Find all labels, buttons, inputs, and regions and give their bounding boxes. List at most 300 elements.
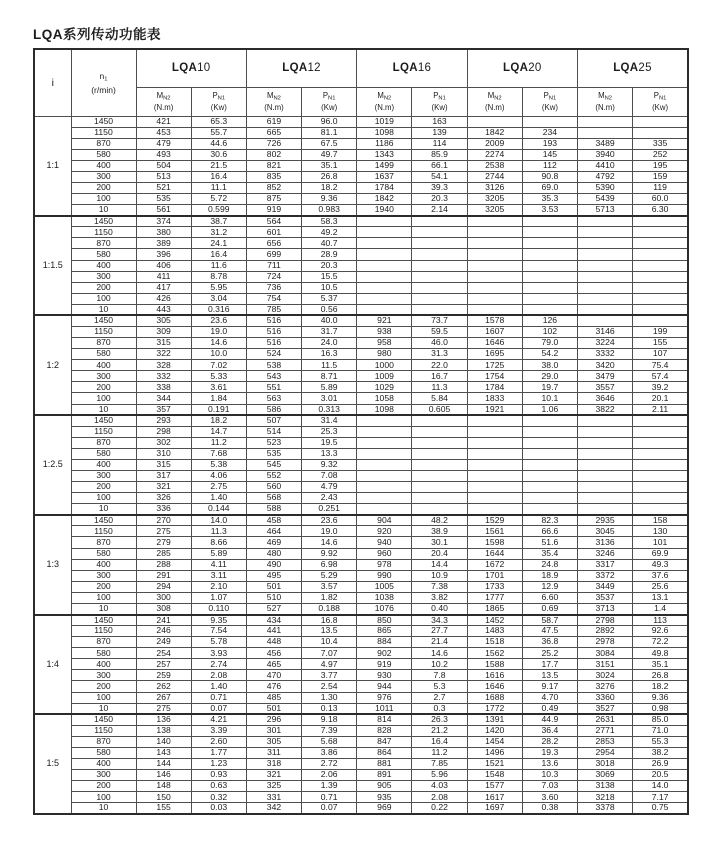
torque-value <box>578 127 633 138</box>
power-value: 102 <box>522 326 577 337</box>
power-value: 51.6 <box>522 537 577 548</box>
power-value: 4.06 <box>191 471 246 482</box>
power-value: 6.60 <box>522 592 577 603</box>
torque-value: 3822 <box>578 404 633 415</box>
data-row <box>34 338 688 349</box>
torque-value: 1562 <box>467 648 522 659</box>
data-row <box>34 471 688 482</box>
power-value: 92.6 <box>633 626 688 637</box>
power-value: 36.4 <box>522 725 577 736</box>
power-value: 6.98 <box>302 559 357 570</box>
data-row <box>34 448 688 459</box>
power-value: 17.7 <box>522 659 577 670</box>
data-row <box>34 515 688 526</box>
power-value: 1.4 <box>633 603 688 614</box>
torque-value: 3126 <box>467 182 522 193</box>
data-row <box>34 736 688 747</box>
torque-value: 561 <box>136 205 191 216</box>
power-value: 13.5 <box>302 626 357 637</box>
speed-cell: 300 <box>71 770 136 781</box>
ratio-cell: 1:1.5 <box>34 216 71 316</box>
ratio-cell: 1:5 <box>34 714 71 814</box>
power-value: 18.2 <box>633 681 688 692</box>
power-value: 0.188 <box>302 603 357 614</box>
speed-cell: 870 <box>71 338 136 349</box>
power-value: 24.1 <box>191 238 246 249</box>
torque-value: 543 <box>246 371 301 382</box>
data-row <box>34 781 688 792</box>
torque-value: 976 <box>357 692 412 703</box>
power-value <box>412 415 467 426</box>
power-value: 3.86 <box>302 747 357 758</box>
power-value: 16.8 <box>302 615 357 626</box>
power-value: 5.89 <box>302 382 357 393</box>
torque-value: 458 <box>246 515 301 526</box>
torque-value: 259 <box>136 670 191 681</box>
data-row <box>34 393 688 404</box>
torque-value: 3246 <box>578 548 633 559</box>
power-value <box>633 238 688 249</box>
power-value <box>522 227 577 238</box>
speed-cell: 1450 <box>71 216 136 227</box>
power-value: 0.13 <box>302 703 357 714</box>
power-value: 9.18 <box>302 714 357 725</box>
power-value: 49.8 <box>633 648 688 659</box>
torque-value: 2009 <box>467 138 522 149</box>
power-value: 5.89 <box>191 548 246 559</box>
torque-value: 1588 <box>467 659 522 670</box>
speed-cell: 100 <box>71 692 136 703</box>
torque-value: 3378 <box>578 803 633 814</box>
power-value: 14.7 <box>191 426 246 437</box>
power-value: 7.54 <box>191 626 246 637</box>
torque-value: 2954 <box>578 747 633 758</box>
power-value: 0.144 <box>191 504 246 515</box>
power-value <box>522 260 577 271</box>
power-value: 0.3 <box>412 703 467 714</box>
power-value: 11.3 <box>191 526 246 537</box>
power-value: 22.0 <box>412 360 467 371</box>
power-value: 2.06 <box>302 770 357 781</box>
data-row <box>34 570 688 581</box>
power-value: 11.5 <box>302 360 357 371</box>
power-value: 9.35 <box>191 615 246 626</box>
speed-cell: 100 <box>71 194 136 205</box>
data-row <box>34 304 688 315</box>
power-value <box>522 415 577 426</box>
torque-value: 3276 <box>578 681 633 692</box>
model-header-lqa20: LQA20 <box>467 49 577 87</box>
data-row <box>34 238 688 249</box>
torque-value: 535 <box>246 448 301 459</box>
power-value <box>522 437 577 448</box>
power-value: 139 <box>412 127 467 138</box>
power-value: 159 <box>633 171 688 182</box>
torque-value: 146 <box>136 770 191 781</box>
torque-value: 1483 <box>467 626 522 637</box>
power-value: 1.77 <box>191 747 246 758</box>
torque-value: 1452 <box>467 615 522 626</box>
speed-cell: 1450 <box>71 415 136 426</box>
power-value <box>522 304 577 315</box>
torque-value: 1697 <box>467 803 522 814</box>
torque-value: 850 <box>357 615 412 626</box>
power-header: PN1 (Kw) <box>302 87 357 116</box>
torque-value <box>357 426 412 437</box>
power-unit: (Kw) <box>541 103 558 113</box>
power-value: 38.9 <box>412 526 467 537</box>
torque-value: 802 <box>246 149 301 160</box>
torque-value: 332 <box>136 371 191 382</box>
speed-cell: 1150 <box>71 725 136 736</box>
power-value <box>522 426 577 437</box>
torque-value: 448 <box>246 637 301 648</box>
power-value: 0.38 <box>522 803 577 814</box>
torque-value: 1607 <box>467 326 522 337</box>
power-value: 5.96 <box>412 770 467 781</box>
power-value <box>412 271 467 282</box>
torque-value: 881 <box>357 759 412 770</box>
torque-value: 1842 <box>467 127 522 138</box>
torque-value: 2538 <box>467 160 522 171</box>
torque-value: 1098 <box>357 127 412 138</box>
power-value: 13.6 <box>522 759 577 770</box>
power-value: 18.2 <box>191 415 246 426</box>
torque-value: 434 <box>246 615 301 626</box>
torque-value <box>467 304 522 315</box>
power-value: 1.30 <box>302 692 357 703</box>
speed-cell: 400 <box>71 559 136 570</box>
torque-value: 305 <box>246 736 301 747</box>
speed-cell: 400 <box>71 759 136 770</box>
torque-value: 2853 <box>578 736 633 747</box>
torque-value: 904 <box>357 515 412 526</box>
data-row <box>34 160 688 171</box>
power-value: 0.56 <box>302 304 357 315</box>
power-value: 158 <box>633 515 688 526</box>
torque-value: 521 <box>136 182 191 193</box>
ratio-cell: 1:3 <box>34 515 71 615</box>
torque-value: 3479 <box>578 371 633 382</box>
torque-value: 1701 <box>467 570 522 581</box>
torque-value: 315 <box>136 338 191 349</box>
power-value: 29.0 <box>522 371 577 382</box>
torque-value <box>578 315 633 326</box>
torque-value <box>357 304 412 315</box>
power-value: 145 <box>522 149 577 160</box>
torque-value: 1644 <box>467 548 522 559</box>
data-row <box>34 548 688 559</box>
torque-value: 305 <box>136 315 191 326</box>
torque-value: 1000 <box>357 360 412 371</box>
data-row <box>34 138 688 149</box>
power-value: 5.3 <box>412 681 467 692</box>
data-row <box>34 404 688 415</box>
torque-value <box>467 471 522 482</box>
speed-cell: 100 <box>71 393 136 404</box>
torque-value: 300 <box>136 592 191 603</box>
torque-value: 140 <box>136 736 191 747</box>
data-row <box>34 326 688 337</box>
torque-value: 317 <box>136 471 191 482</box>
power-value: 73.7 <box>412 315 467 326</box>
torque-value: 456 <box>246 648 301 659</box>
power-value: 234 <box>522 127 577 138</box>
torque-value: 3449 <box>578 581 633 592</box>
power-value: 130 <box>633 526 688 537</box>
torque-value: 1777 <box>467 592 522 603</box>
speed-cell: 1450 <box>71 615 136 626</box>
torque-value <box>357 249 412 260</box>
torque-value: 1784 <box>467 382 522 393</box>
power-value: 3.04 <box>191 293 246 304</box>
data-row <box>34 615 688 626</box>
torque-value: 374 <box>136 216 191 227</box>
torque-value: 3218 <box>578 792 633 803</box>
data-row <box>34 559 688 570</box>
power-value: 0.69 <box>522 603 577 614</box>
power-value: 36.8 <box>522 637 577 648</box>
torque-value: 3557 <box>578 382 633 393</box>
torque-value <box>357 459 412 470</box>
power-value: 0.75 <box>633 803 688 814</box>
power-value <box>522 249 577 260</box>
power-value: 14.6 <box>302 537 357 548</box>
power-value <box>412 227 467 238</box>
torque-value <box>357 271 412 282</box>
power-value: 1.07 <box>191 592 246 603</box>
torque-value: 469 <box>246 537 301 548</box>
torque-value <box>578 304 633 315</box>
torque-value: 267 <box>136 692 191 703</box>
torque-value: 257 <box>136 659 191 670</box>
torque-value: 919 <box>246 205 301 216</box>
torque-value: 380 <box>136 227 191 238</box>
data-row <box>34 803 688 814</box>
torque-value <box>467 238 522 249</box>
torque-value: 3332 <box>578 349 633 360</box>
power-value: 163 <box>412 116 467 127</box>
power-value: 10.5 <box>302 282 357 293</box>
power-value: 16.4 <box>191 249 246 260</box>
power-header: PN1 (Kw) <box>191 87 246 116</box>
speed-cell: 1450 <box>71 116 136 127</box>
power-value: 38.2 <box>633 747 688 758</box>
power-value: 3.82 <box>412 592 467 603</box>
torque-value: 754 <box>246 293 301 304</box>
power-value: 38.0 <box>522 360 577 371</box>
torque-value: 513 <box>136 171 191 182</box>
torque-value: 150 <box>136 792 191 803</box>
torque-value: 344 <box>136 393 191 404</box>
torque-value: 1420 <box>467 725 522 736</box>
torque-value: 785 <box>246 304 301 315</box>
torque-value: 279 <box>136 537 191 548</box>
ratio-cell: 1:4 <box>34 615 71 715</box>
torque-value: 564 <box>246 216 301 227</box>
power-value: 1.39 <box>302 781 357 792</box>
power-value <box>633 293 688 304</box>
torque-value: 485 <box>246 692 301 703</box>
torque-value: 331 <box>246 792 301 803</box>
power-value: 20.1 <box>633 393 688 404</box>
power-value: 3.60 <box>522 792 577 803</box>
torque-value: 935 <box>357 792 412 803</box>
torque-value: 919 <box>357 659 412 670</box>
speed-cell: 1450 <box>71 315 136 326</box>
torque-value: 480 <box>246 548 301 559</box>
power-value: 5.68 <box>302 736 357 747</box>
power-value <box>412 249 467 260</box>
power-value: 0.71 <box>191 692 246 703</box>
power-value: 2.08 <box>412 792 467 803</box>
power-value: 199 <box>633 326 688 337</box>
torque-value: 3646 <box>578 393 633 404</box>
torque-value <box>578 459 633 470</box>
speed-cell: 400 <box>71 459 136 470</box>
data-row <box>34 681 688 692</box>
power-value: 3.57 <box>302 581 357 592</box>
power-value: 9.32 <box>302 459 357 470</box>
data-row <box>34 692 688 703</box>
power-value: 11.6 <box>191 260 246 271</box>
torque-value: 510 <box>246 592 301 603</box>
power-value: 2.43 <box>302 493 357 504</box>
power-value: 0.03 <box>191 803 246 814</box>
torque-value: 586 <box>246 404 301 415</box>
speed-cell: 300 <box>71 670 136 681</box>
power-value: 30.6 <box>191 149 246 160</box>
power-value: 31.4 <box>302 415 357 426</box>
data-row <box>34 271 688 282</box>
torque-value: 470 <box>246 670 301 681</box>
torque-value <box>467 293 522 304</box>
torque-unit: (N.m) <box>153 103 174 113</box>
power-value <box>412 482 467 493</box>
torque-value: 426 <box>136 293 191 304</box>
torque-value: 1521 <box>467 759 522 770</box>
torque-value: 920 <box>357 526 412 537</box>
torque-value: 275 <box>136 526 191 537</box>
power-value: 19.5 <box>302 437 357 448</box>
torque-value <box>578 448 633 459</box>
speed-cell: 1150 <box>71 127 136 138</box>
torque-value <box>467 437 522 448</box>
torque-value: 699 <box>246 249 301 260</box>
torque-value: 1038 <box>357 592 412 603</box>
data-row <box>34 493 688 504</box>
torque-value <box>357 482 412 493</box>
torque-value <box>578 415 633 426</box>
power-value: 16.4 <box>191 171 246 182</box>
power-value: 72.2 <box>633 637 688 648</box>
power-value: 114 <box>412 138 467 149</box>
power-value: 7.38 <box>412 581 467 592</box>
torque-value <box>578 293 633 304</box>
torque-value: 3317 <box>578 559 633 570</box>
torque-value: 852 <box>246 182 301 193</box>
data-row <box>34 603 688 614</box>
torque-value: 342 <box>246 803 301 814</box>
torque-value: 724 <box>246 271 301 282</box>
power-value: 79.0 <box>522 338 577 349</box>
power-value: 7.85 <box>412 759 467 770</box>
torque-value: 1548 <box>467 770 522 781</box>
torque-value: 417 <box>136 282 191 293</box>
power-value: 4.70 <box>522 692 577 703</box>
torque-value: 1529 <box>467 515 522 526</box>
torque-value: 1833 <box>467 393 522 404</box>
torque-value <box>357 227 412 238</box>
torque-value <box>578 227 633 238</box>
torque-value: 285 <box>136 548 191 559</box>
power-value: 85.9 <box>412 149 467 160</box>
power-value <box>633 116 688 127</box>
torque-value: 711 <box>246 260 301 271</box>
power-value: 69.9 <box>633 548 688 559</box>
power-value <box>522 482 577 493</box>
torque-value: 552 <box>246 471 301 482</box>
power-value <box>412 293 467 304</box>
power-value: 9.92 <box>302 548 357 559</box>
torque-value <box>578 504 633 515</box>
torque-value: 4410 <box>578 160 633 171</box>
power-value: 101 <box>633 537 688 548</box>
power-header: PN1 (Kw) <box>633 87 688 116</box>
torque-value: 1842 <box>357 194 412 205</box>
ratio-cell: 1:2.5 <box>34 415 71 515</box>
torque-value: 321 <box>136 482 191 493</box>
torque-value <box>578 216 633 227</box>
torque-value: 930 <box>357 670 412 681</box>
power-value: 35.1 <box>633 659 688 670</box>
data-row <box>34 415 688 426</box>
power-value: 54.1 <box>412 171 467 182</box>
power-value: 5.38 <box>191 459 246 470</box>
power-value: 81.1 <box>302 127 357 138</box>
speed-cell: 1150 <box>71 626 136 637</box>
torque-value: 3084 <box>578 648 633 659</box>
torque-value: 296 <box>246 714 301 725</box>
torque-value: 3360 <box>578 692 633 703</box>
power-value: 2.08 <box>191 670 246 681</box>
power-value <box>522 448 577 459</box>
power-value <box>522 271 577 282</box>
torque-header: MN2 (N.m) <box>136 87 191 116</box>
torque-value <box>578 493 633 504</box>
data-row <box>34 482 688 493</box>
torque-value <box>467 116 522 127</box>
torque-value: 828 <box>357 725 412 736</box>
power-value: 7.02 <box>191 360 246 371</box>
power-value: 21.4 <box>412 637 467 648</box>
torque-value: 155 <box>136 803 191 814</box>
power-value: 71.0 <box>633 725 688 736</box>
speed-cell: 10 <box>71 404 136 415</box>
power-value: 85.0 <box>633 714 688 725</box>
torque-value: 875 <box>246 194 301 205</box>
torque-value <box>578 282 633 293</box>
power-value: 8.78 <box>191 271 246 282</box>
power-table <box>33 48 689 815</box>
power-header: PN1 (Kw) <box>522 87 577 116</box>
power-value <box>412 493 467 504</box>
torque-value: 814 <box>357 714 412 725</box>
power-value <box>412 282 467 293</box>
torque-value <box>578 249 633 260</box>
speed-header <box>71 49 136 116</box>
power-value <box>633 282 688 293</box>
